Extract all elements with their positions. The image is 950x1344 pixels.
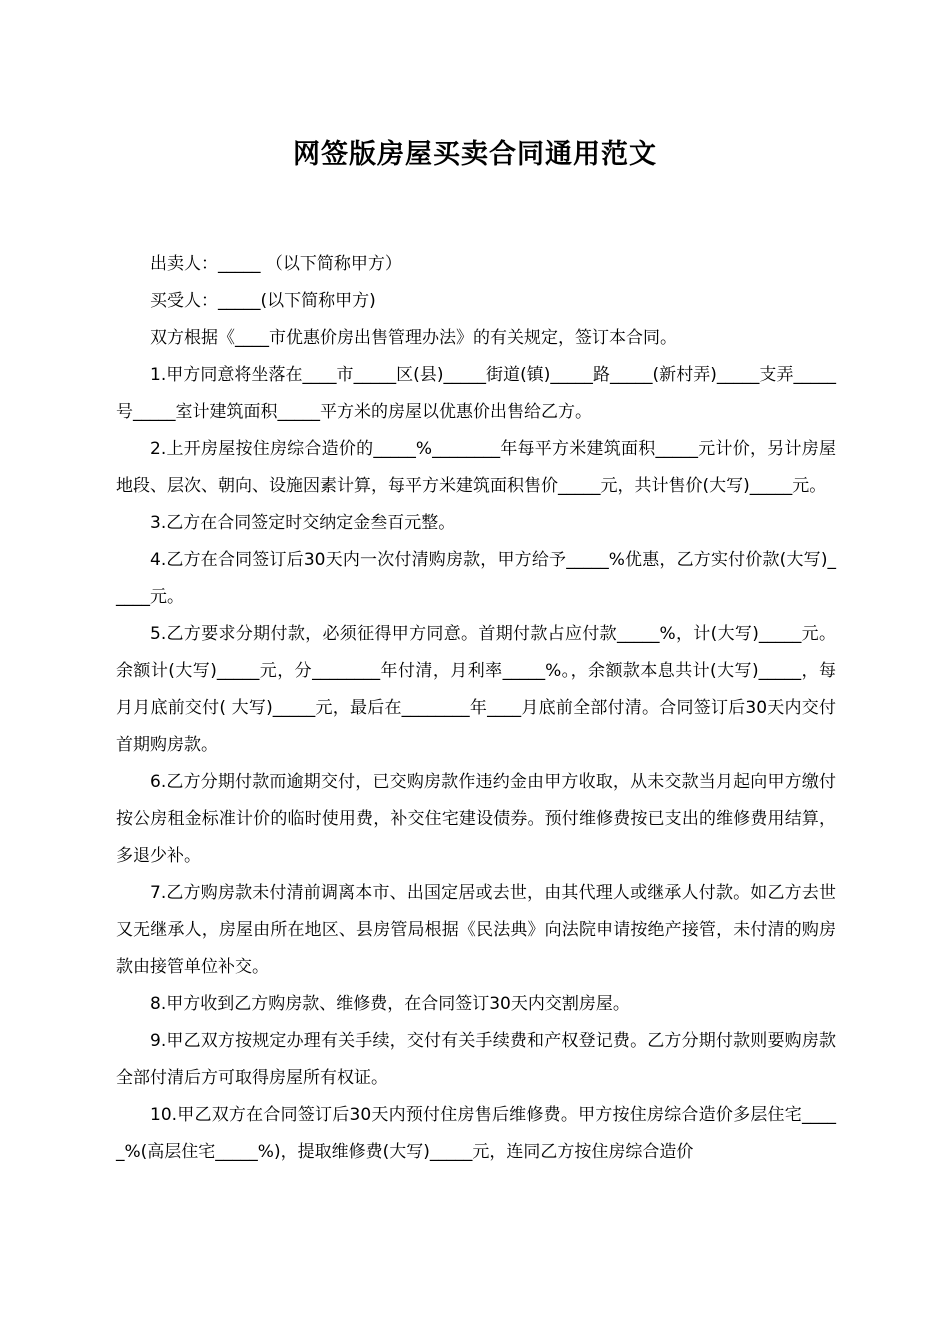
buyer-line: 买受人：_____(以下简称甲方) (150, 291, 376, 311)
clause-2: 2.上开房屋按住房综合造价的_____%________年每平方米建筑面积_____元计价，另计房屋地段、层次、朝向、设施因素计算，每平方米建筑面积售价_____元，共计售价(大写)_____元。 (116, 439, 836, 496)
clause-4: 4.乙方在合同签订后30天内一次付清购房款，甲方给予_____%优惠，乙方实付价款(大写)_____元。 (116, 550, 836, 607)
clause-6: 6.乙方分期付款而逾期交付，已交购房款作违约金由甲方收取，从未交款当月起向甲方缴付按公房租金标准计价的临时使用费，补交住宅建设债券。预付维修费按已支出的维修费用结算，多退少补。 (116, 772, 836, 866)
document-title: 网签版房屋买卖合同通用范文 (293, 139, 657, 170)
document-body (116, 246, 836, 1171)
clause-9: 9.甲乙双方按规定办理有关手续，交付有关手续费和产权登记费。乙方分期付款则要购房款全部付清后方可取得房屋所有权证。 (116, 1031, 836, 1088)
clause-10: 10.甲乙双方在合同签订后30天内预付住房售后维修费。甲方按住房综合造价多层住宅_____%(高层住宅_____%)，提取维修费(大写)_____元，连同乙方按住房综合造价 (116, 1105, 836, 1162)
seller-line: 出卖人：_____ （以下简称甲方） (150, 254, 402, 274)
clause-8: 8.甲方收到乙方购房款、维修费，在合同签订30天内交割房屋。 (150, 994, 630, 1014)
clause-3: 3.乙方在合同签定时交纳定金叁百元整。 (150, 513, 456, 533)
preamble-paragraph: 双方根据《____市优惠价房出售管理办法》的有关规定，签订本合同。 (150, 328, 677, 348)
clause-5: 5.乙方要求分期付款，必须征得甲方同意。首期付款占应付款_____%，计(大写)_____元。余额计(大写)_____元，分________年付清，月利率_____%。，余额款本息共计(大写)_____，每月月底前交付( 大写)_____元，最后在________年____月底前全部付清。合同签订后30天内交付首期购房款。 (116, 624, 836, 755)
clause-7: 7.乙方购房款未付清前调离本市、出国定居或去世，由其代理人或继承人付款。如乙方去世又无继承人，房屋由所在地区、县房管局根据《民法典》向法院申请按绝产接管，未付清的购房款由接管单位补交。 (116, 883, 836, 977)
clause-1: 1.甲方同意将坐落在____市_____区(县)_____街道(镇)_____路_____(新村弄)_____支弄_____号_____室计建筑面积_____平方米的房屋以优惠价出售给乙方。 (116, 365, 836, 422)
